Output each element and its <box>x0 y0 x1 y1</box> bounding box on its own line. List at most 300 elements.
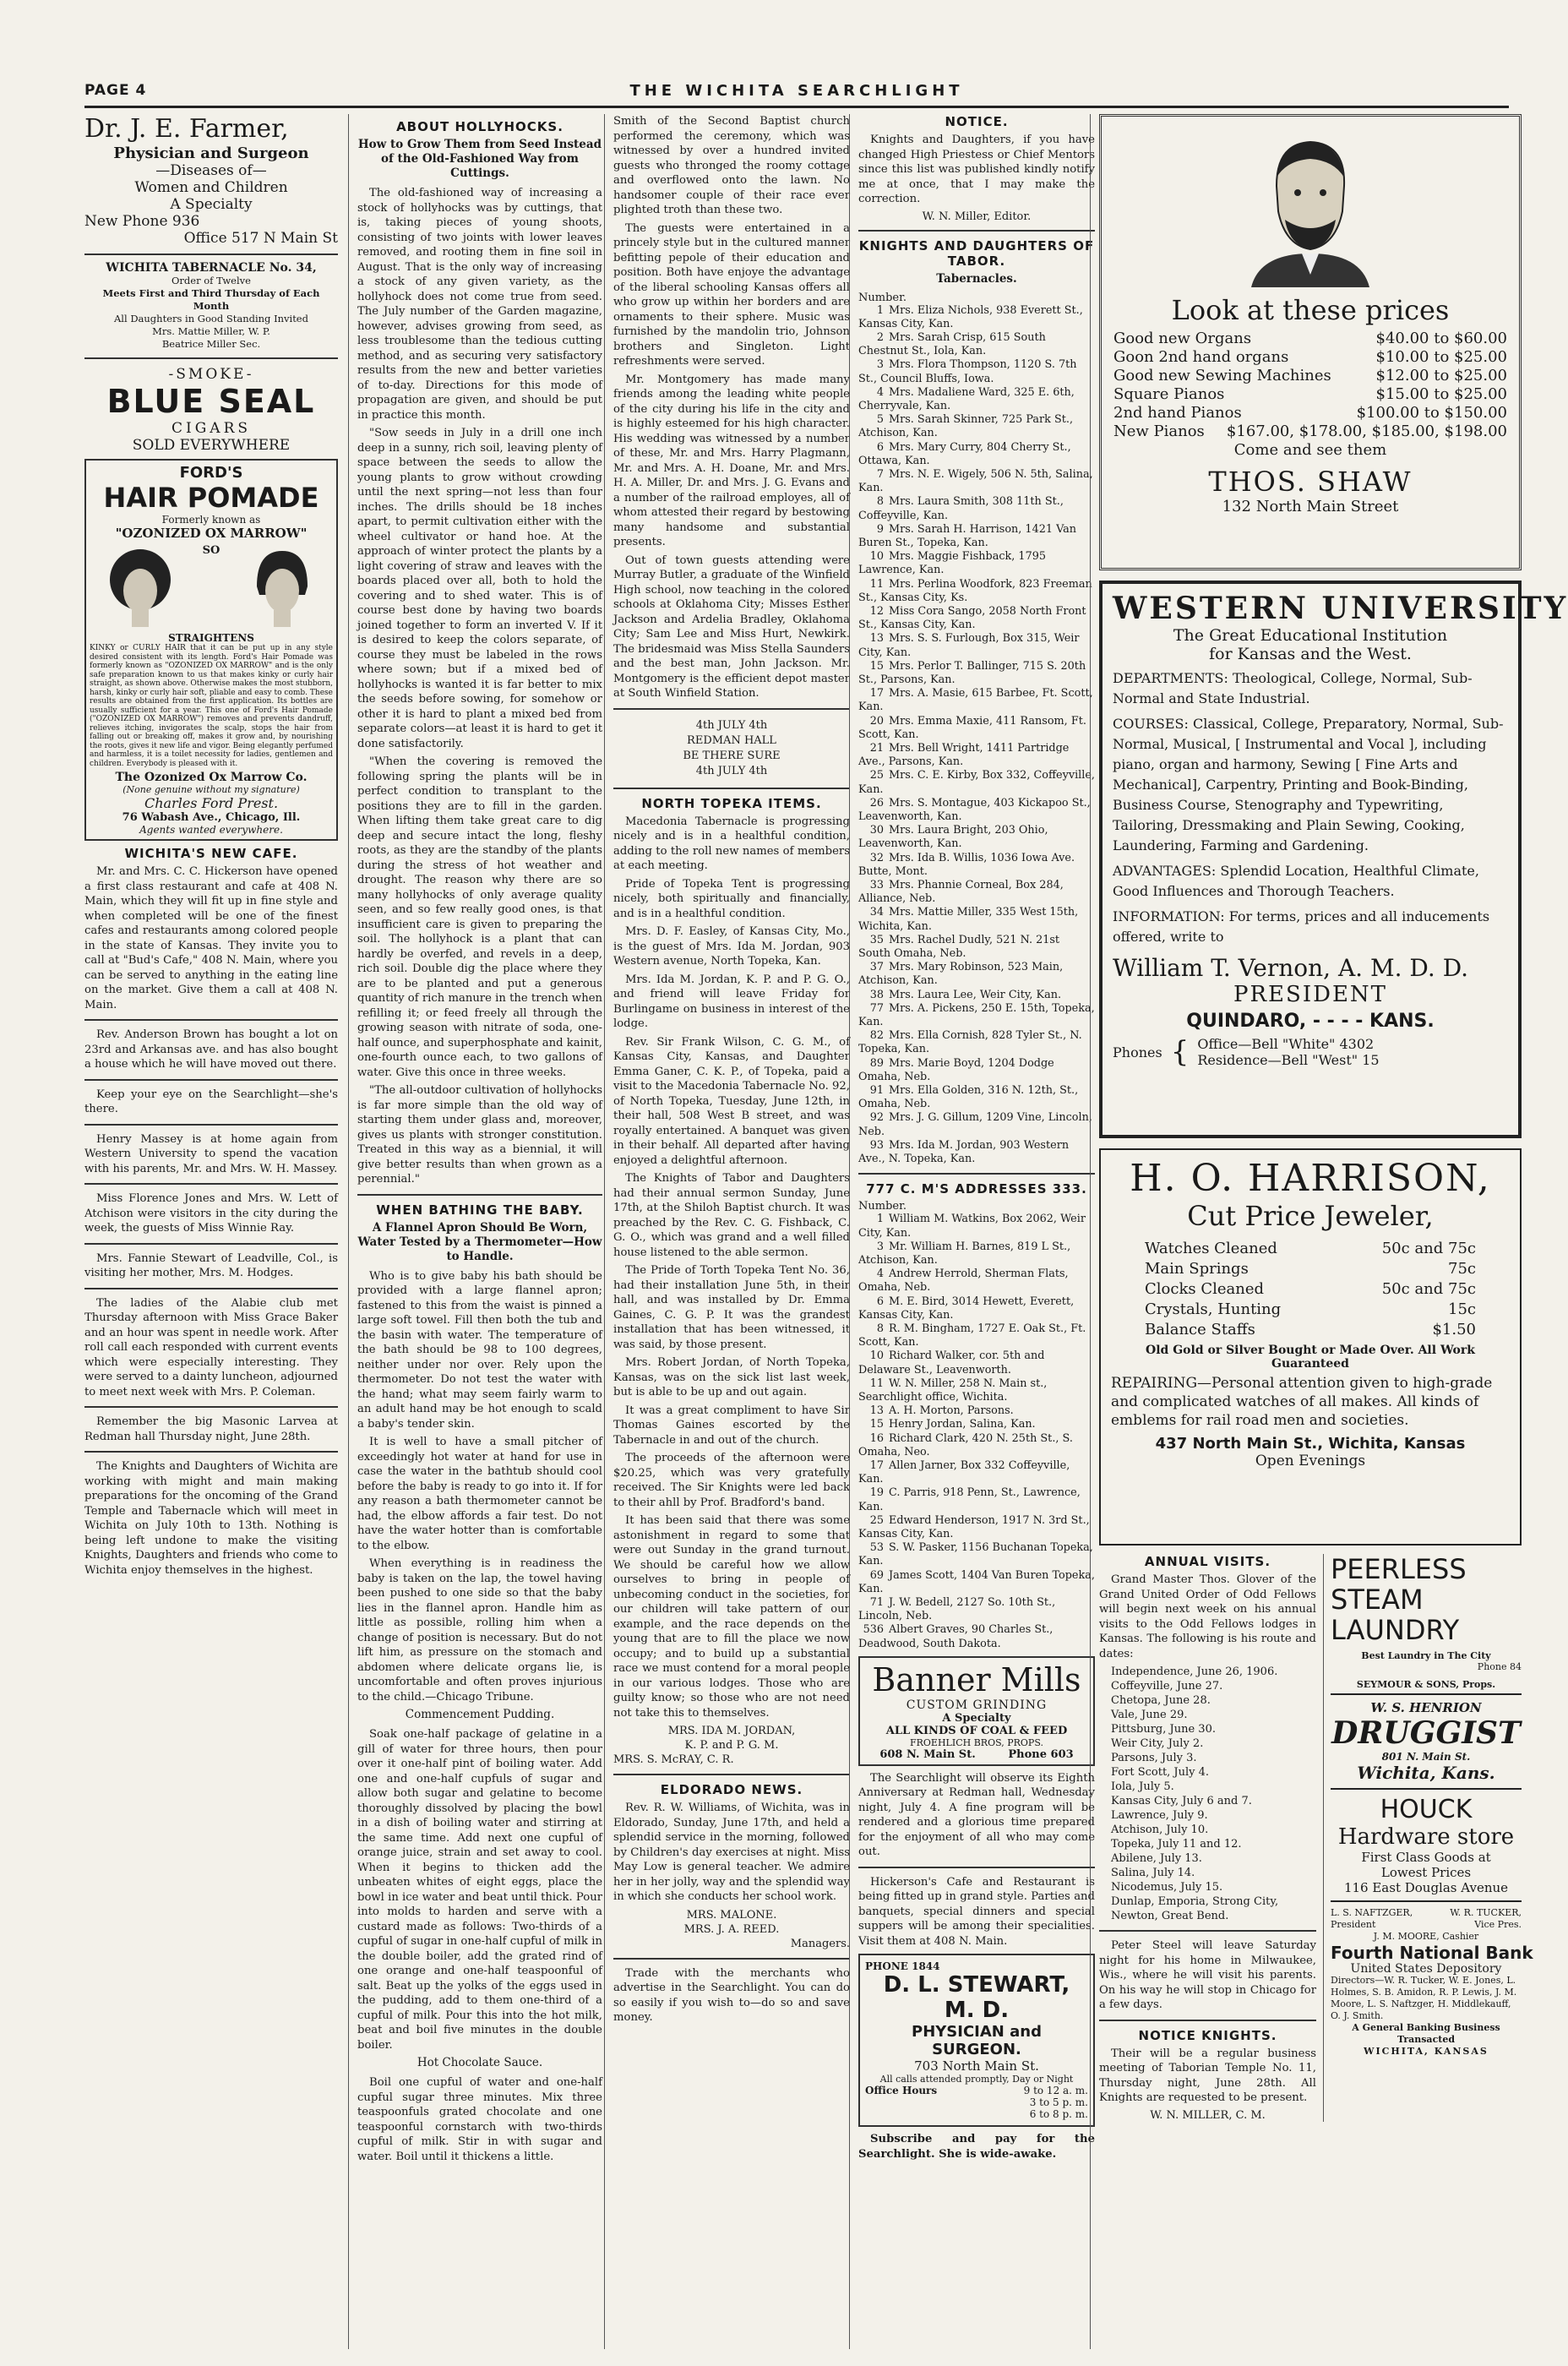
stewart-addr: 703 North Main St. <box>914 2058 1039 2074</box>
row-number: 5 <box>876 413 884 427</box>
ford-none: (None genuine without my signature) <box>122 784 300 795</box>
shaw-addr: 132 North Main Street <box>1222 498 1399 515</box>
ford-body: KINKY or CURLY HAIR that it can be put up in any style desired consistent with its length. Ford's Hair Pomade was formerly known as "OZONIZED OX MARROW" and is the only safe preparation known to us that makes kinky or curly hair straight, as shown above. Otherwise makes the most stubborn, harsh, kinky or curly hair soft, pliable and easy to comb. These results are obtained from the first application. Its bottles are usually sufficient for a year. This one of Ford's Hair Pomade ("OZONIZED OX MARROW") removes and prevents dandruff, relieves itching, invigorates the scalp, stops the hair from falling out or breaking off, makes it grow and, by nourishing the roots, gives it new life and vigor. Being elegantly perfumed and harmless, it is a toilet necessity for ladies, gentlemen and children. Everybody is pleased with it. <box>90 644 333 768</box>
tabernacle-row <box>858 1111 1095 1138</box>
row-number: 11 <box>869 577 884 591</box>
divider <box>613 1958 850 1960</box>
bank-vp-name: W. R. TUCKER, <box>1450 1907 1522 1918</box>
ford-addr: 76 Wabash Ave., Chicago, Ill. <box>122 811 301 824</box>
cm-row <box>858 1377 1095 1404</box>
row-text: M. E. Bird, 3014 Hewett, Everett, Kansas City, Kan. <box>858 1295 1075 1322</box>
tab-sec: Beatrice Miller Sec. <box>161 338 261 350</box>
price-item: Good new Sewing Machines <box>1113 367 1331 384</box>
tabernacle-row <box>858 304 1095 331</box>
row-text: Mrs. Ida M. Jordan, 903 Western Ave., N. Topeka, Kan. <box>858 1138 1070 1166</box>
hollyhocks-heading: ABOUT HOLLYHOCKS. <box>396 119 564 134</box>
row-text: Mrs. Sarah Skinner, 725 Park St., Atchison, Kan. <box>858 413 1074 440</box>
tabernacle-row <box>858 468 1095 495</box>
row-number: 1 <box>876 303 884 317</box>
peerless-l2: STEAM <box>1331 1584 1424 1616</box>
cafe-heading: WICHITA'S NEW CAFE. <box>124 846 298 861</box>
route-stop: Parsons, July 3. <box>1111 1752 1197 1764</box>
row-number: 11 <box>869 1377 884 1390</box>
cm-row <box>858 1541 1095 1568</box>
divider <box>84 254 338 255</box>
tab-inv: All Daughters in Good Standing Invited <box>114 313 308 324</box>
route-list <box>1099 1665 1316 1923</box>
farmer-phone: New Phone 936 <box>84 213 200 230</box>
row-number: 93 <box>869 1138 884 1152</box>
route-stop: Topeka, July 11 and 12. <box>1111 1838 1242 1851</box>
cms-list <box>858 1213 1095 1651</box>
row-text: Mrs. Ella Golden, 316 N. 12th, St., Omaha, Neb. <box>858 1084 1079 1111</box>
wu-courses: COURSES: Classical, College, Preparatory, Normal, Sub-Normal, Musical, [ Instrumental and Vocal ], including piano, organ and harmony, Sewing [ Fine Arts and Mechanical], Carpentry, Printing and Book-Binding, Business Course, Stenography and Typewriting, Tailoring, Dressmaking and Plain Sewing, Cooking, Laundering, Farming and Gardening. <box>1113 716 1504 853</box>
service-row <box>1145 1259 1476 1279</box>
route-stop: Kansas City, July 6 and 7. <box>1111 1795 1252 1807</box>
hours-3: 6 to 8 p. m. <box>1029 2108 1088 2121</box>
topeka-para: Macedonia Tabernacle is progressing nicely and is in a healthful condition, adding to the roll new names of members at each meeting. <box>613 815 850 872</box>
notice-knights-signature: W. N. MILLER, C. M. <box>1150 2108 1266 2122</box>
route-stop: Nicodemus, July 15. <box>1111 1881 1223 1894</box>
tabernacle-row <box>858 1084 1095 1111</box>
bank-pres-name: L. S. NAFTZGER, <box>1331 1907 1413 1918</box>
topeka-para: It was a great compliment to have Sir Thomas Gaines escorted by the Tabernacle in and out of the church. <box>613 1404 850 1447</box>
farmer-title: Physician and Surgeon <box>113 144 309 162</box>
row-number: 2 <box>876 330 884 344</box>
service-row <box>1145 1320 1476 1340</box>
peerless-phone: Phone 84 <box>1477 1661 1522 1672</box>
price-item: Goon 2nd hand organs <box>1113 348 1289 366</box>
row-number: 37 <box>869 961 884 974</box>
july-line: BE THERE SURE <box>683 749 781 762</box>
notice-knights-heading: NOTICE KNIGHTS. <box>1138 2027 1277 2043</box>
divider <box>613 788 850 789</box>
sig-line: MRS. S. McRAY, C. R. <box>613 1753 734 1766</box>
sig-line: MRS. MALONE. <box>686 1908 777 1922</box>
tabernacle-row <box>858 495 1095 522</box>
henrion-name: W. S. HENRION <box>1370 1700 1482 1715</box>
row-number: 10 <box>869 550 884 564</box>
banner-custom: CUSTOM GRINDING <box>906 1698 1048 1712</box>
divider <box>84 1451 338 1453</box>
route-stop: Atchison, July 10. <box>1111 1824 1209 1836</box>
baby-para: It is well to have a small pitcher of exceedingly hot water at hand for use in case the water in the bathtub should cool before the baby is ready to go into it. If for any reason a bath thermometer cannot be had, the elbow affords a fair test. Do not have the water hotter than is comfortable to the elbow. <box>357 1436 602 1552</box>
tabernacle-row <box>858 523 1095 550</box>
sig-line: MRS. IDA M. JORDAN, <box>667 1725 796 1737</box>
row-text: Mrs. Flora Thompson, 1120 S. 7th St., Council Bluffs, Iowa. <box>858 358 1077 385</box>
route-stop: Fort Scott, July 4. <box>1111 1766 1210 1779</box>
wu-adv: ADVANTAGES: Splendid Location, Healthful Climate, Good Influences and Thorough Teachers. <box>1113 863 1479 899</box>
wu-info: INFORMATION: For terms, prices and all inducements offered, write to <box>1113 908 1490 945</box>
row-number: 53 <box>869 1541 884 1555</box>
row-text: Mrs. Ida B. Willis, 1036 Iowa Ave. Butte, Mont. <box>858 851 1075 878</box>
harrison-ad <box>1099 1148 1522 1546</box>
cms-heading: 777 C. M'S ADDRESSES 333. <box>866 1181 1087 1197</box>
row-number: 15 <box>869 659 884 673</box>
cm-row <box>858 1240 1095 1268</box>
visits-para: Grand Master Thos. Glover of the Grand United Order of Odd Fellows will begin next week on his annual visits to the Odd Fellows lodges in Kansas. The following is his route and dates: <box>1099 1573 1316 1660</box>
july-line: 4th JULY 4th <box>695 718 768 732</box>
anniversary-notice: The Searchlight will observe its Eighth Anniversary at Redman hall, Wednesday night, July 4. A fine program will be rendered and a glorious time prepared for the enjoyment of all who may come out. <box>858 1771 1095 1859</box>
cm-row <box>858 1268 1095 1295</box>
tabernacle-row <box>858 879 1095 906</box>
row-text: Henry Jordan, Salina, Kan. <box>889 1418 1036 1431</box>
residence-phone: Residence—Bell "West" 15 <box>1197 1052 1380 1068</box>
row-number: 30 <box>869 824 884 837</box>
price-list <box>1113 330 1507 441</box>
bank-city: WICHITA, KANSAS <box>1364 2046 1489 2057</box>
divider <box>84 1079 338 1081</box>
row-number: 21 <box>869 742 884 755</box>
topeka-para: Rev. Sir Frank Wilson, C. G. M., of Kansas City, Kansas, and Daughter Emma Ganer, C. K. P., of Topeka, paid a visit to the Macedonia Tabernacle No. 92, of North Topeka, Tuesday, June 12th, in their hall, 508 West B street, and was royally entertained. A banquet was given in their behalf. All departed after having enjoyed a delightful afternoon. <box>613 1035 850 1167</box>
price-row <box>1113 330 1507 348</box>
tabernacle-row <box>858 1139 1095 1166</box>
wu-pres: PRESIDENT <box>1233 982 1388 1007</box>
wu-vernon: William T. Vernon, A. M. D. D. <box>1113 954 1469 982</box>
row-text: Mrs. Perlina Woodfork, 823 Freeman St., Kansas City, Ks. <box>858 577 1092 604</box>
ads-column <box>1324 1553 1533 2122</box>
banner-kinds: ALL KINDS OF COAL & FEED <box>885 1724 1068 1737</box>
notice-text: Knights and Daughters, if you have changed High Priestess or Chief Mentors since this list was published kindly notify me at once, that I may make the correction. <box>858 134 1095 205</box>
service-price: 50c and 75c <box>1381 1280 1476 1298</box>
bank-titles <box>1331 1919 1522 1931</box>
brace-icon: { <box>1170 1035 1190 1069</box>
chocolate-heading: Hot Chocolate Sauce. <box>416 2056 543 2069</box>
row-text: Mrs. Sarah H. Harrison, 1421 Van Buren St., Topeka, Kan. <box>858 522 1077 549</box>
henrion-ad <box>1331 1695 1522 1790</box>
price-item: Good new Organs <box>1113 330 1252 347</box>
row-number: 15 <box>869 1418 884 1431</box>
news-item: Keep your eye on the Searchlight—she's there. <box>84 1088 338 1115</box>
bank-name: Fourth National Bank <box>1331 1943 1533 1963</box>
ford-hair: HAIR POMADE <box>103 482 319 514</box>
cm-row <box>858 1596 1095 1623</box>
route-stop: Dunlap, Emporia, Strong City, Newton, Great Bend. <box>1111 1895 1279 1922</box>
come-see: Come and see them <box>1233 441 1387 459</box>
stewart-calls: All calls attended promptly, Day or Night <box>879 2074 1074 2085</box>
tabernacle-row <box>858 852 1095 879</box>
harrison-gold: Old Gold or Silver Bought or Made Over. All Work Guaranteed <box>1146 1344 1475 1371</box>
service-price: $1.50 <box>1432 1321 1476 1338</box>
wu-depts: DEPARTMENTS: Theological, College, Normal, Sub-Normal and State Industrial. <box>1113 670 1473 706</box>
row-text: J. W. Bedell, 2127 So. 10th St., Lincoln, Neb. <box>858 1595 1056 1623</box>
column-2 <box>348 114 602 2349</box>
farmer-ad <box>84 114 338 247</box>
row-text: Mrs. C. E. Kirby, Box 332, Coffeyville, Kan. <box>858 769 1095 796</box>
row-text: Mrs. Mattie Miller, 335 West 15th, Wichita, Kan. <box>858 906 1079 933</box>
topeka-para: It has been said that there was some astonishment in regard to some that were out Sunday in the grand turnout. We should be careful how we allow ourselves to bring in people of unbecoming conduct in the societies, for our children will take pattern of our example, and the race depends on the young that are to fill the place we now occupy; and to build up a substantial race we must contend for a moral people in our various lodges. Those who are guilty know; so those who are not need not take this to themselves. <box>613 1514 850 1720</box>
price-value: $10.00 to $25.00 <box>1375 348 1507 366</box>
hollyhocks-para: "When the covering is removed the following spring the plants will be in perfect condition to transplant to the positions they are to fill in the garden. When lifting them take great care to dig deep and secure intact the long, fleshy roots, as they are the standby of the plants during the stress of hot weather and drought. The reason why there are so many hollyhocks of only average quality seen, and so few really good ones, is that insufficient care is given to preparing the soil. The hollyhock is a plant that can hardly be overfed, and revels in a deep, rich soil. Double dig the place where they are to be planted and put a generous quantity of rich manure in the trench when refilling it; or feed freely all through the growing season with nitrate of soda, one-half ounce, and superphosphate and kainit, one-fourth ounce each, to two gallons of water. Give this once in three weeks. <box>357 755 602 1079</box>
row-number: 1 <box>876 1213 884 1226</box>
row-text: Mrs. N. E. Wigely, 506 N. 5th, Salina, Kan. <box>858 467 1093 495</box>
row-text: Mr. William H. Barnes, 819 L St., Atchison, Kan. <box>858 1240 1071 1267</box>
row-number: 25 <box>869 1513 884 1527</box>
price-row <box>1113 385 1507 404</box>
bank-ad <box>1331 1902 1533 2063</box>
news-item: Remember the big Masonic Larvea at Redman hall Thursday night, June 28th. <box>84 1415 338 1443</box>
july-notice <box>613 718 850 779</box>
service-name: Crystals, Hunting <box>1145 1300 1282 1318</box>
row-number: 6 <box>876 440 884 454</box>
hours-label: Office Hours <box>865 2085 938 2097</box>
service-name: Balance Staffs <box>1145 1321 1255 1338</box>
topeka-para: Mrs. Robert Jordan, of North Topeka, Kansas, was on the sick list last week, but is able to be up and out again. <box>613 1356 850 1398</box>
peerless-firm: SEYMOUR & SONS, Props. <box>1356 1679 1496 1690</box>
tab-name: WICHITA TABERNACLE No. 34, <box>106 261 317 275</box>
row-number: 7 <box>876 467 884 481</box>
row-number: 13 <box>869 632 884 646</box>
row-text: Mrs. Laura Bright, 203 Ohio, Leavenworth, Kan. <box>858 824 1048 851</box>
row-text: James Scott, 1404 Van Buren Topeka, Kan. <box>858 1568 1095 1595</box>
row-number: 82 <box>869 1029 884 1043</box>
number-label: Number. <box>858 1200 907 1213</box>
row-number: 17 <box>869 687 884 701</box>
cafe-article: Mr. and Mrs. C. C. Hickerson have opened a first class restaurant and cafe at 408 N. Main, which they will fit up in fine style and when completed will be one of the finest cafes and restaurants among colored people in the state of Kansas. They invite you to call at "Bud's Cafe," 408 N. Main, where you can be served to anything in the eating line on the market. Give them a call at 408 N. Main. <box>84 865 338 1011</box>
row-text: A. H. Morton, Parsons. <box>889 1404 1014 1418</box>
row-number: 4 <box>876 385 884 399</box>
cm-row <box>858 1514 1095 1541</box>
row-number: 20 <box>869 714 884 728</box>
wedding-para: Out of town guests attending were Murray Butler, a graduate of the Winfield High school, now teaching in the colored schools at Oklahoma City; Misses Esther Jackson and Ardelia Bradley, Oklahoma City; Sam Lee and Miss Hurt, Newkirk. The bridesmaid was Miss Stella Saunders and the best man, John Jackson. Mr. Montgomery is the efficient depot master at South Winfield Station. <box>613 553 850 700</box>
curly-head-icon <box>102 544 178 629</box>
farmer-spec: A Specialty <box>170 196 253 213</box>
eldorado-heading: ELDORADO NEWS. <box>660 1782 803 1797</box>
steel-notice: Peter Steel will leave Saturday night for his home in Milwaukee, Wis., where he will visit his parents. On his way he will stop in Chicago for a few days. <box>1099 1939 1316 2011</box>
eldorado-para: Rev. R. W. Williams, of Wichita, was in Eldorado, Sunday, June 17th, and held a splendid service in the morning, followed by Children's day exercises at night. Miss May Low is general teacher. We admire her in her jolly, way and the splendid way in which she conducts her school work. <box>613 1802 850 1903</box>
harrison-list <box>1111 1239 1510 1340</box>
number-label: Number. <box>858 291 907 304</box>
row-text: Mrs. J. G. Gillum, 1209 Vine, Lincoln, Neb. <box>858 1111 1092 1138</box>
blue-seal-ad <box>84 366 338 454</box>
bank-dirs: Directors—W. R. Tucker, W. E. Jones, L. Holmes, S. B. Amidon, R. P. Lewis, J. M. Moore, L. S. Naftzger, H. Middlekauff, O. J. Smith. <box>1331 1975 1517 2021</box>
phone-lines <box>1197 1036 1379 1068</box>
notice-heading: NOTICE. <box>945 114 1009 129</box>
tabernacle-row <box>858 989 1095 1002</box>
portrait-illustration <box>1234 127 1386 287</box>
divider <box>84 1019 338 1021</box>
topeka-para: The proceeds of the afternoon were $20.25, which was very gratefully received. The Sir Knights were led back to their ahll by Prof. Bradford's band. <box>613 1452 850 1509</box>
row-number: 6 <box>876 1295 884 1308</box>
tabernacle-row <box>858 578 1095 605</box>
divider <box>84 1243 338 1245</box>
cashier-name: J. M. MOORE, <box>1373 1931 1440 1942</box>
bank-dep: United States Depository <box>1350 1962 1502 1976</box>
tabernacle-row <box>858 1029 1095 1056</box>
bank-pres-title: President <box>1331 1919 1376 1930</box>
houck-first: First Class Goods at <box>1361 1850 1491 1865</box>
row-text: Mrs. Emma Maxie, 411 Ransom, Ft. Scott, Kan. <box>858 714 1086 741</box>
service-name: Clocks Cleaned <box>1145 1280 1264 1298</box>
peerless-best: Best Laundry in The City <box>1361 1650 1491 1661</box>
column-5 <box>1090 114 1568 2349</box>
ford-signature: Charles Ford Prest. <box>144 795 279 811</box>
banner-contact <box>863 1748 1090 1761</box>
route-stop: Weir City, July 2. <box>1111 1737 1204 1750</box>
row-text: Mrs. Perlor T. Ballinger, 715 S. 20th St., Parsons, Kan. <box>858 659 1086 686</box>
banner-name: Banner Mills <box>872 1660 1081 1698</box>
column-4 <box>849 114 1095 2349</box>
wu-phones <box>1113 1035 1508 1069</box>
ford-so: SO <box>202 544 220 557</box>
divider <box>84 1124 338 1126</box>
harrison-addr: 437 North Main St., Wichita, Kansas <box>1155 1435 1466 1453</box>
shaw-name: THOS. SHAW <box>1208 466 1413 498</box>
tabernacle-row <box>858 769 1095 796</box>
houck-ad <box>1331 1790 1522 1902</box>
tabernacle-row <box>858 441 1095 468</box>
row-text: C. Parris, 918 Penn, St., Lawrence, Kan. <box>858 1486 1081 1513</box>
tabernacle-row <box>858 632 1095 659</box>
row-text: Mrs. Eliza Nichols, 938 Everett St., Kansas City, Kan. <box>858 303 1083 330</box>
banner-spec: A Specialty <box>942 1711 1011 1725</box>
bank-officers <box>1331 1907 1522 1919</box>
pudding-heading: Commencement Pudding. <box>405 1708 555 1721</box>
row-number: 12 <box>869 604 884 618</box>
houck-addr: 116 East Douglas Avenue <box>1343 1880 1509 1895</box>
banner-mills-ad <box>858 1656 1095 1766</box>
row-number: 536 <box>863 1623 884 1637</box>
row-number: 13 <box>869 1404 884 1418</box>
farmer-diseases: —Diseases of— <box>155 162 267 179</box>
notice-signature: W. N. Miller, Editor. <box>922 210 1032 223</box>
houck-lowest: Lowest Prices <box>1380 1865 1472 1880</box>
row-text: Mrs. Bell Wright, 1411 Partridge Ave., Parsons, Kan. <box>858 742 1070 769</box>
wu-for: for Kansas and the West. <box>1209 645 1412 663</box>
sold-text: SOLD EVERYWHERE <box>132 437 291 454</box>
divider <box>858 230 1095 232</box>
visits-heading: ANNUAL VISITS. <box>1144 1554 1271 1569</box>
harrison-open: Open Evenings <box>1255 1453 1366 1469</box>
wu-quin: QUINDARO, - - - - KANS. <box>1186 1011 1435 1032</box>
row-text: Mrs. A. Masie, 615 Barbee, Ft. Scott, Kan. <box>858 687 1093 714</box>
row-text: Albert Graves, 90 Charles St., Deadwood, South Dakota. <box>858 1623 1054 1650</box>
baby-subheading: A Flannel Apron Should Be Worn, Water Tested by a Thermometer—How to Handle. <box>357 1220 602 1263</box>
page-number: PAGE 4 <box>84 82 147 99</box>
tabernacles-list <box>858 304 1095 1167</box>
topeka-para: Mrs. Ida M. Jordan, K. P. and P. G. O., and friend will leave Friday for Burlingame on business in interest of the lodge. <box>613 973 850 1030</box>
tabernacle-row <box>858 413 1095 440</box>
service-row <box>1145 1239 1476 1259</box>
tab-mrs: Mrs. Mattie Miller, W. P. <box>152 325 270 337</box>
sig-line: K. P. and P. G. M. <box>684 1739 779 1752</box>
stewart-ad <box>858 1954 1095 2127</box>
row-text: Edward Henderson, 1917 N. 3rd St., Kansas City, Kan. <box>858 1513 1090 1540</box>
cm-row <box>858 1404 1095 1418</box>
blue-seal-title: BLUE SEAL <box>106 383 316 420</box>
cm-row <box>858 1213 1095 1240</box>
masthead: THE WICHITA SEARCHLIGHT <box>629 82 964 100</box>
ford-heads-figure <box>90 544 333 629</box>
row-number: 8 <box>876 495 884 509</box>
row-text: Mrs. Marie Boyd, 1204 Dodge Omaha, Neb. <box>858 1056 1054 1083</box>
ford-agents: Agents wanted everywhere. <box>139 824 283 836</box>
office-phone: Office—Bell "White" 4302 <box>1197 1036 1375 1052</box>
ford-name: FORD'S <box>179 464 243 482</box>
route-stop: Coffeyville, June 27. <box>1111 1680 1223 1693</box>
price-item: Square Pianos <box>1113 385 1225 403</box>
peerless-ad <box>1331 1554 1522 1695</box>
route-stop: Chetopa, June 28. <box>1111 1694 1211 1707</box>
row-number: 91 <box>869 1084 884 1098</box>
baby-para: Who is to give baby his bath should be provided with a large flannel apron; fastened to this from the waist is pinned a large soft towel. Fill then both the tub and the basin with water. The temperature of the bath should be 98 to 100 degrees, neither under nor over. Rely upon the thermometer. Do not test the water with the hand; what may seem fairly warm to an adult hand may be hot enough to scald a baby's tender skin. <box>357 1269 602 1431</box>
row-number: 9 <box>876 522 884 536</box>
tabernacle-row <box>858 687 1095 714</box>
cm-row <box>858 1432 1095 1459</box>
price-value: $12.00 to $25.00 <box>1375 367 1507 384</box>
topeka-para: Mrs. D. F. Easley, of Kansas City, Mo., is the guest of Mrs. Ida M. Jordan, 903 Western avenue, North Topeka, Kan. <box>613 925 850 968</box>
column-3 <box>604 114 850 2349</box>
cm-row <box>858 1569 1095 1596</box>
tabernacle-row <box>858 386 1095 413</box>
row-text: Mrs. Ella Cornish, 828 Tyler St., N. Topeka, Kan. <box>858 1029 1082 1056</box>
row-number: 25 <box>869 769 884 782</box>
row-number: 34 <box>869 906 884 919</box>
henrion-city: Wichita, Kans. <box>1357 1763 1495 1783</box>
eldorado-signature <box>613 1908 850 1951</box>
route-stop: Independence, June 26, 1906. <box>1111 1665 1278 1678</box>
row-number: 17 <box>869 1458 884 1472</box>
row-text: Mrs. Rachel Dudly, 521 N. 21st South Omaha, Neb. <box>858 933 1060 961</box>
route-stop: Abilene, July 13. <box>1111 1852 1202 1865</box>
divider <box>858 1173 1095 1175</box>
harrison-name: H. O. HARRISON, <box>1130 1157 1491 1200</box>
shaw-ad <box>1099 114 1522 570</box>
news-item: Henry Massey is at home again from Western University to spend the vacation with his parents, Mr. and Mrs. W. H. Massey. <box>84 1132 338 1175</box>
north-topeka-heading: NORTH TOPEKA ITEMS. <box>641 795 822 811</box>
divider <box>858 1867 1095 1868</box>
row-text: Andrew Herrold, Sherman Flats, Omaha, Neb. <box>858 1268 1069 1295</box>
hours-1: 9 to 12 a. m. <box>1023 2085 1088 2097</box>
row-text: William M. Watkins, Box 2062, Weir City, Kan. <box>858 1213 1086 1240</box>
divider <box>1099 2020 1316 2021</box>
row-text: Mrs. Laura Lee, Weir City, Kan. <box>889 988 1062 1001</box>
stewart-name: D. L. STEWART, M. D. <box>883 1972 1070 2024</box>
tab-order: Order of Twelve <box>172 275 251 286</box>
row-text: Mrs. Madaliene Ward, 325 E. 6th, Cherryvale, Kan. <box>858 385 1075 412</box>
row-number: 19 <box>869 1486 884 1500</box>
smoke-text: -SMOKE- <box>168 366 254 383</box>
stewart-title: PHYSICIAN and SURGEON. <box>912 2023 1042 2059</box>
henrion-addr: 801 N. Main St. <box>1381 1751 1471 1763</box>
bank-vp-title: Vice Pres. <box>1474 1919 1522 1930</box>
row-text: Mrs. S. S. Furlough, Box 315, Weir City, Kan. <box>858 632 1080 659</box>
peerless-l1: PEERLESS <box>1331 1553 1467 1585</box>
tabernacle-row <box>858 1057 1095 1084</box>
peerless-l3: LAUNDRY <box>1331 1614 1460 1646</box>
row-number: 16 <box>869 1431 884 1445</box>
sig-line: Managers. <box>790 1937 850 1950</box>
farmer-name: Dr. J. E. Farmer, <box>84 114 289 144</box>
page-header <box>84 80 1509 108</box>
route-stop: Iola, July 5. <box>1111 1780 1174 1793</box>
cm-row <box>858 1349 1095 1377</box>
divider <box>357 1194 602 1196</box>
divider <box>613 708 850 710</box>
row-number: 69 <box>869 1568 884 1582</box>
farmer-women: Women and Children <box>134 179 288 196</box>
tabernacle-row <box>858 715 1095 742</box>
look-prices: Look at these prices <box>1171 294 1450 326</box>
pudding-para: Soak one-half package of gelatine in a gill of water for three hours, then pour over it one-half pint of boiling water. Add one and one-half cupfuls of sugar and allow both sugar and gelatine to become thoroughly dissolved by placing the bowl in a dish of boiling water and stirring at the same time. Add next one cupful of orange juice, strain and set away to cool. When it begins to thicken add the unbeaten whites of eight eggs, place the bowl in ice water and beat until thick. Pour into molds to harden and serve with a custard made as follows: Two-thirds of a cupful of sugar in one-half cupful of milk in the double boiler, add the grated rind of one orange and one-half teaspoonful of salt. Beat up the yolks of the eggs used in the pudding, add to them one-third of a cupful of milk. Pour this into the hot milk, beat and boil five minutes in the double boiler. <box>357 1728 602 2052</box>
henrion-drug: DRUGGIST <box>1331 1715 1521 1751</box>
news-item: The Knights and Daughters of Wichita are working with might and main making preparations for the oncoming of the Grand Temple and Tabernacle which will meet in Wichita on July 10th to 13th. Nothing is being left undone to make the visiting Knights, Daughters and friends who come to Wichita enjoy themselves in the highest. <box>84 1460 338 1577</box>
hollyhocks-para: "The all-outdoor cultivation of hollyhocks is far more simple than the old way of starting them under glass and, moreover, gives us plants with stronger constitution. Treated in this way as a biennial, it will give better results than when grown as a perennial." <box>357 1084 602 1186</box>
cigars-text: CIGARS <box>171 420 252 437</box>
row-text: Allen Jarner, Box 332 Coffeyville, Kan. <box>858 1458 1070 1486</box>
hollyhocks-para: The old-fashioned way of increasing a stock of hollyhocks was by cuttings, that is, taking pieces of young shoots, consisting of two joints with lower leaves removed, and rooting them in fine soil in August. That is the only way of increasing a stock of any given variety, as the hollyhock does not come true from seed. The July number of the Garden magazine, however, advises growing from seed, as less troublesome than the tedious cutting method, and as securing very satisfactory results from the new and better varieties of to-day. Directions for this mode of propagation are given, and should be put in practice this month. <box>357 187 602 422</box>
row-text: Mrs. Sarah Crisp, 615 South Chestnut St., Iola, Kan. <box>858 330 1046 358</box>
